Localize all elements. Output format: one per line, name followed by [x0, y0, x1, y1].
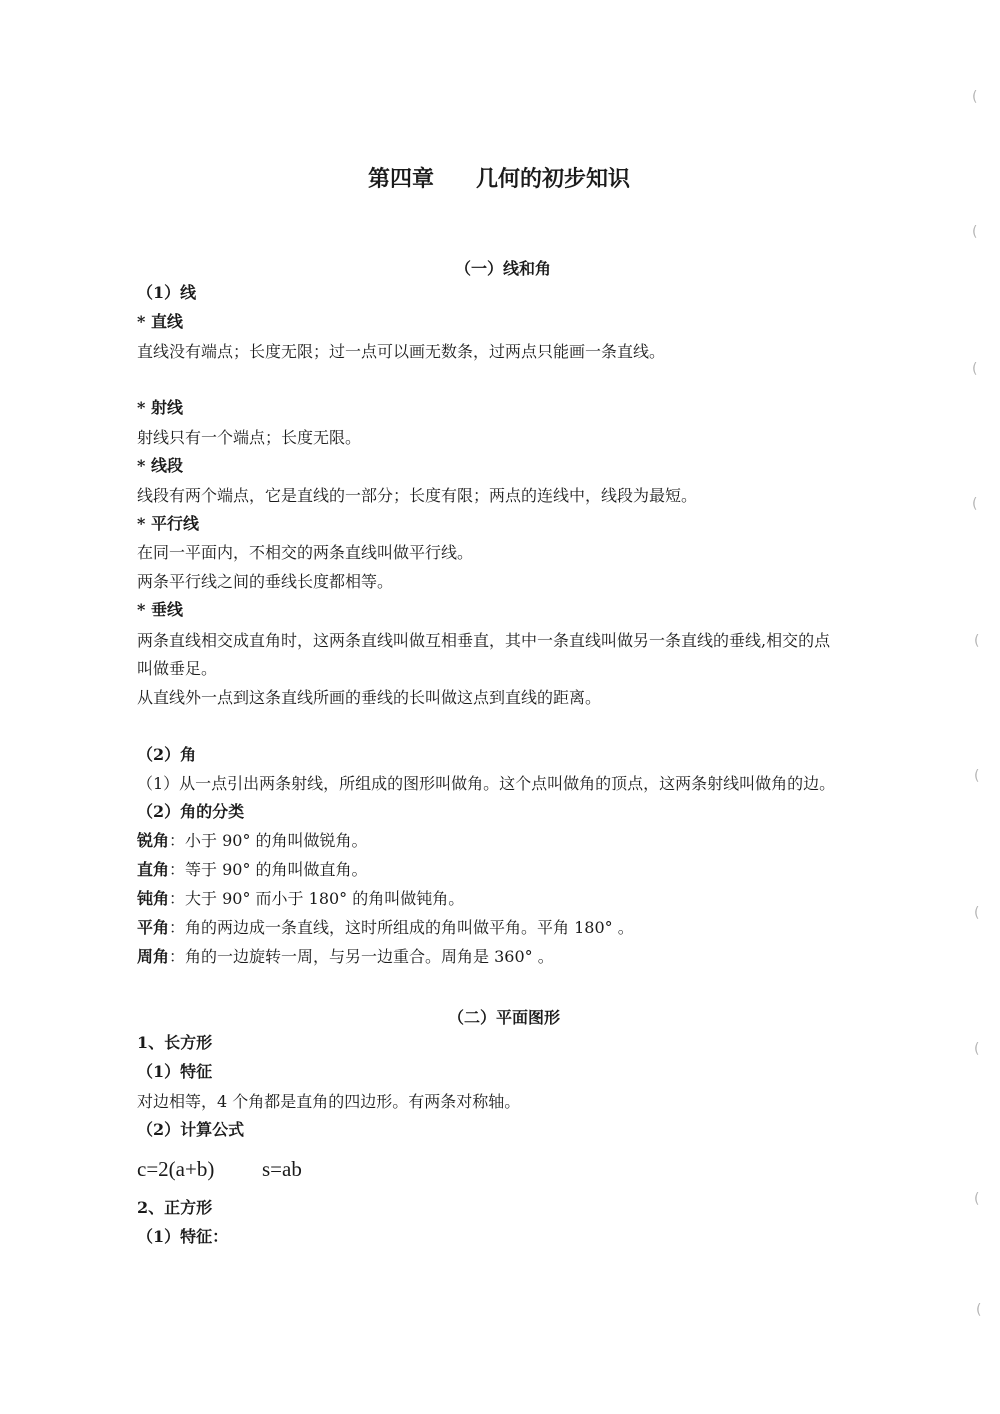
angle-type-straight: [137, 918, 634, 938]
chapter-number: 第四章: [368, 166, 435, 192]
margin-mark: (: [972, 361, 978, 377]
chapter-name: 几何的初步知识: [476, 166, 631, 192]
angle-type-text: ：小于 90° 的角叫做锐角。: [169, 831, 368, 850]
margin-mark: (: [974, 768, 980, 784]
angle-type-text: ：等于 90° 的角叫做直角。: [169, 860, 368, 879]
perpendicular-text-1: 两条直线相交成直角时，这两条直线叫做互相垂直，其中一条直线叫做另一条直线的垂线,相交的点: [137, 631, 831, 650]
angle-type-full: [137, 947, 554, 967]
angle-type-right: [137, 860, 368, 880]
angle-definition: （1）从一点引出两条射线，所组成的图形叫做角。这个点叫做角的顶点，这两条射线叫做角的边。: [137, 774, 836, 793]
rectangle-feature-heading: （1）特征: [137, 1062, 213, 1081]
angle-type-name: 平角: [137, 918, 170, 937]
margin-mark: (: [974, 1041, 980, 1057]
segment-heading: * 线段: [137, 456, 183, 475]
angle-classification-heading: （2）角的分类: [137, 802, 245, 821]
square-heading: 2、正方形: [137, 1198, 213, 1217]
angle-type-obtuse: [137, 889, 464, 909]
section-2-title: （二）平面图形: [448, 1008, 561, 1027]
parallel-text-1: 在同一平面内，不相交的两条直线叫做平行线。: [137, 543, 474, 562]
angle-type-name: 周角: [137, 947, 170, 966]
angle-type-text: ：大于 90° 而小于 180° 的角叫做钝角。: [169, 889, 465, 908]
margin-mark: (: [974, 905, 980, 921]
area-formula: s=ab: [262, 1157, 302, 1181]
square-feature-heading: （1）特征：: [137, 1227, 229, 1246]
segment-text: 线段有两个端点，它是直线的一部分；长度有限；两点的连线中，线段为最短。: [137, 486, 698, 505]
margin-mark: (: [976, 1302, 982, 1318]
angle-type-text: ：角的一边旋转一周，与另一边重合。周角是 360° 。: [169, 947, 554, 966]
margin-mark: (: [972, 89, 978, 105]
margin-mark: (: [972, 224, 978, 240]
angle-type-acute: [137, 831, 368, 851]
chapter-title: [368, 162, 630, 193]
rectangle-feature-text: 对边相等，4 个角都是直角的四边形。有两条对称轴。: [137, 1092, 521, 1111]
section-1-title: （一）线和角: [455, 259, 552, 278]
angles-heading: （2）角: [137, 745, 197, 764]
parallel-heading: * 平行线: [137, 514, 199, 533]
rectangle-heading: 1、长方形: [137, 1033, 213, 1052]
ray-text: 射线只有一个端点；长度无限。: [137, 428, 362, 447]
angle-type-name: 锐角: [137, 831, 170, 850]
angle-type-text: ：角的两边成一条直线，这时所组成的角叫做平角。平角 180° 。: [169, 918, 634, 937]
angle-type-name: 直角: [137, 860, 170, 879]
straight-line-text: 直线没有端点；长度无限；过一点可以画无数条，过两点只能画一条直线。: [137, 342, 666, 361]
straight-line-heading: * 直线: [137, 312, 183, 331]
angle-type-name: 钝角: [137, 889, 170, 908]
perpendicular-text-2: 叫做垂足。: [137, 659, 218, 678]
parallel-text-2: 两条平行线之间的垂线长度都相等。: [137, 572, 394, 591]
perpendicular-text-3: 从直线外一点到这条直线所画的垂线的长叫做这点到直线的距离。: [137, 688, 602, 707]
lines-heading: （1）线: [137, 283, 197, 302]
rectangle-formula-heading: （2）计算公式: [137, 1120, 245, 1139]
ray-heading: * 射线: [137, 398, 183, 417]
perpendicular-heading: * 垂线: [137, 600, 183, 619]
perimeter-formula: c=2(a+b): [137, 1157, 215, 1181]
margin-mark: (: [974, 633, 980, 649]
margin-mark: (: [974, 1191, 980, 1207]
margin-mark: (: [972, 496, 978, 512]
